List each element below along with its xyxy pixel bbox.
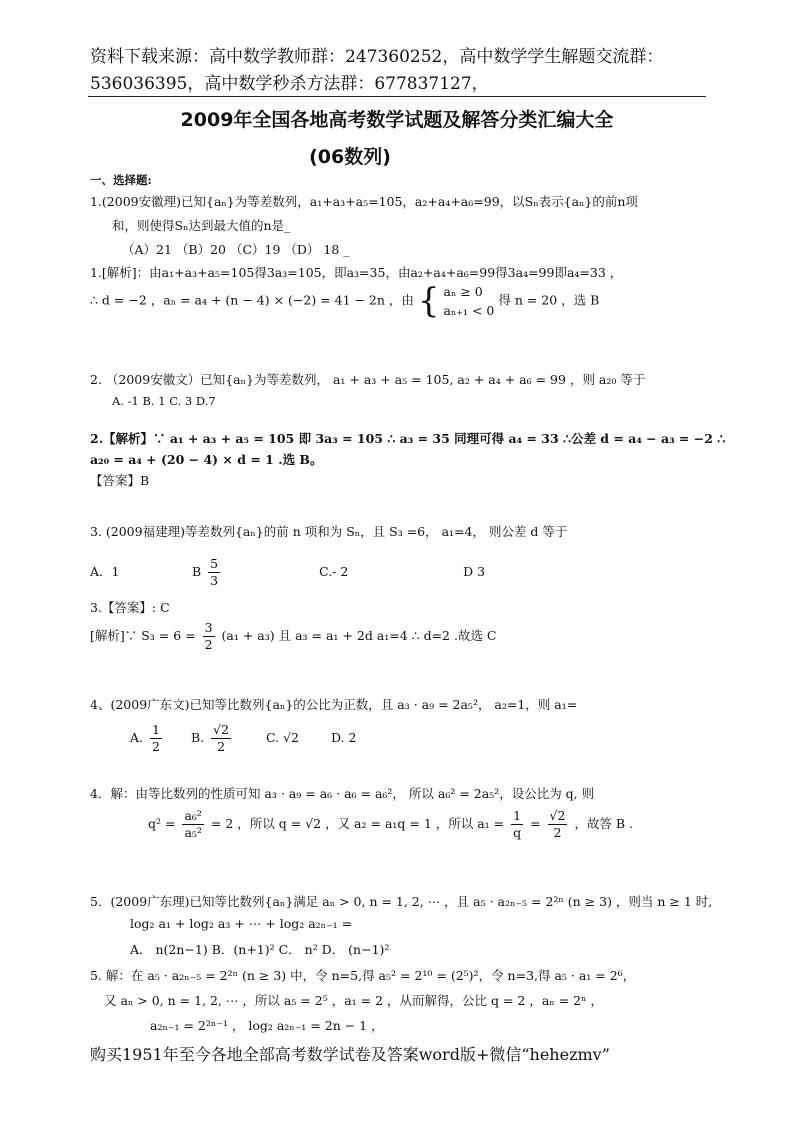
q4-solution-fraction-3 (548, 808, 568, 841)
q5-stem-line-2: log₂ a₁ + log₂ a₃ + ⋯ + log₂ a₂ₙ₋₁ = (130, 916, 353, 931)
q4-option-d: D. 2 (330, 730, 357, 745)
fraction-denominator: 2 (217, 739, 226, 754)
header-line-2: 536036395，高中数学秒杀方法群：677837127， (90, 74, 489, 94)
q4-options (130, 722, 356, 755)
q5-options: A． n(2n−1) B．(n+1)² C． n² D． (n−1)² (130, 942, 390, 957)
page-header (90, 44, 705, 98)
q1-options: （A）21 （B）20 （C）19 （D） 18 _ (122, 242, 350, 257)
header-divider (88, 96, 706, 97)
fraction-numerator: 1 (152, 722, 160, 737)
q3-options (90, 556, 485, 589)
q4-solution-text-a: q² = (148, 816, 176, 831)
q1-inequality-1: aₙ ≥ 0 (443, 284, 483, 299)
q5-solution-line-2: 又 aₙ > 0, n = 1, 2, ⋯ ，所以 a₅ = 2⁵ ，a₁ = 2 ，从而解得，公比 q = 2 ，aₙ = 2ⁿ ， (104, 993, 603, 1008)
q1-stem-line-2: 和，则使得Sₙ达到最大值的n是_ (112, 218, 291, 233)
q4-option-a-fraction (150, 722, 162, 755)
q4-solution-line-1: 4．解：由等比数列的性质可知 a₃ · a₉ = a₆ · a₆ = a₆²， 所以 a₆² = 2a₅²，设公比为 q, 则 (90, 786, 595, 801)
q4-solution-fraction-1 (182, 808, 203, 841)
q1-solution-line-2 (90, 282, 599, 320)
q3-solution (90, 620, 497, 653)
q3-stem: 3. (2009福建理)等差数列{aₙ}的前 n 项和为 Sₙ，且 S₃ =6， a₁=4， 则公差 d 等于 (90, 524, 568, 539)
fraction-denominator: 2 (553, 825, 562, 840)
fraction-denominator: 3 (210, 573, 219, 588)
q4-solution-fraction-2 (511, 808, 523, 841)
q2-solution-line-1: 2.【解析】∵ a₁ + a₃ + a₅ = 105 即 3a₃ = 105 ∴ a₃ = 35 同理可得 a₄ = 33 ∴公差 d = a₄ − a₃ = −2 ∴ (90, 431, 726, 446)
brace-symbol: { (417, 281, 440, 321)
fraction-denominator: 2 (204, 637, 213, 652)
q4-option-b-fraction (211, 722, 231, 755)
q2-options: A. -1 B. 1 C. 3 D.7 (112, 394, 216, 408)
document-title: 2009年全国各地高考数学试题及解答分类汇编大全 (180, 109, 614, 131)
fraction-denominator: 2 (152, 739, 160, 754)
q4-solution-text-d: ，故答 B . (574, 816, 634, 831)
q1-solution-line-1: 1.[解析]：由a₁+a₃+a₅=105得3a₃=105，即a₃=35，由a₂+a₄+a₆=99得3a₄=99即a₄=33 ， (90, 265, 623, 280)
q3-option-b-label: B (191, 564, 202, 579)
q1-inequality-system (444, 282, 495, 320)
section-heading: 一、选择题: (90, 173, 152, 187)
q4-solution-text-c: = (530, 816, 541, 831)
fraction-numerator: 3 (204, 620, 213, 635)
fraction-numerator: 5 (210, 556, 219, 571)
q4-option-b-label: B. (190, 730, 205, 745)
q3-option-d: D 3 (463, 564, 486, 579)
q4-solution-line-2 (148, 808, 633, 841)
q4-solution-text-b: = 2 ，所以 q = √2 ，又 a₂ = a₁q = 1 ，所以 a₁ = (210, 816, 505, 831)
q4-option-a-label: A. (130, 730, 144, 745)
q2-stem: 2. （2009安徽文）已知{aₙ}为等差数列， a₁ + a₃ + a₅ = 105, a₂ + a₄ + a₆ = 99 ，则 a₂₀ 等于 (90, 372, 646, 387)
fraction-numerator: √2 (549, 808, 566, 823)
q3-solution-text-b: (a₁ + a₃) 且 a₃ = a₁ + 2d a₁=4 ∴ d=2 .故选 C (221, 628, 497, 643)
q1-inequality-2: aₙ₊₁ < 0 (443, 303, 495, 318)
fraction-numerator: a₆² (184, 808, 202, 823)
document-subtitle: (06数列) (309, 146, 391, 168)
q3-solution-text-a: [解析]∵ S₃ = 6 = (90, 628, 196, 643)
fraction-numerator: √2 (213, 722, 230, 737)
q3-option-b-fraction (208, 556, 220, 589)
q1-stem-line-1: 1.(2009安徽理)已知{aₙ}为等差数列，a₁+a₃+a₅=105，a₂+a₄+a₆=99，以Sₙ表示{aₙ}的前n项 (90, 194, 638, 209)
q4-stem: 4、(2009广东文)已知等比数列{aₙ}的公比为正数，且 a₃ · a₉ = 2a₅²， a₂=1，则 a₁= (90, 697, 578, 712)
q4-option-c: C. √2 (266, 730, 299, 745)
fraction-denominator: a₅² (184, 825, 202, 840)
q5-stem-line-1: 5．(2009广东理)已知等比数列{aₙ}满足 aₙ > 0, n = 1, 2, ⋯ ，且 a₅ · a₂ₙ₋₅ = 2²ⁿ (n ≥ 3) ，则当 n ≥ 1 时, (90, 894, 713, 909)
page-footer: 购买1951年至今各地全部高考数学试卷及答案word版+微信“hehezmv” (90, 1045, 610, 1064)
header-line-1: 资料下载来源：高中数学教师群：247360252，高中数学学生解题交流群： (90, 47, 664, 67)
q3-option-c: C.- 2 (319, 564, 349, 579)
fraction-numerator: 1 (513, 808, 522, 823)
q2-answer: 【答案】B (90, 473, 150, 488)
fraction-denominator: q (513, 825, 522, 840)
q3-solution-fraction (203, 620, 215, 653)
q1-solution-text-b: 得 n = 20 ，选 B (498, 292, 600, 308)
q5-solution-line-1: 5. 解：在 a₅ · a₂ₙ₋₅ = 2²ⁿ (n ≥ 3) 中，令 n=5,得 a₅² = 2¹⁰ = (2⁵)²，令 n=3,得 a₅ · a₁ = 2⁶， (90, 968, 636, 983)
q3-option-a: A．1 (90, 564, 120, 579)
q5-solution-line-3: a₂ₙ₋₁ = 2²ⁿ⁻¹ ， log₂ a₂ₙ₋₁ = 2n − 1 ， (150, 1018, 384, 1033)
q1-solution-text-a: ∴ d = −2 ，aₙ = a₄ + (n − 4) × (−2) = 41 − 2n ，由 (90, 292, 414, 308)
q3-answer: 3.【答案】: C (90, 600, 170, 615)
q2-solution-line-2: a₂₀ = a₄ + (20 − 4) × d = 1 .选 B。 (90, 452, 323, 467)
